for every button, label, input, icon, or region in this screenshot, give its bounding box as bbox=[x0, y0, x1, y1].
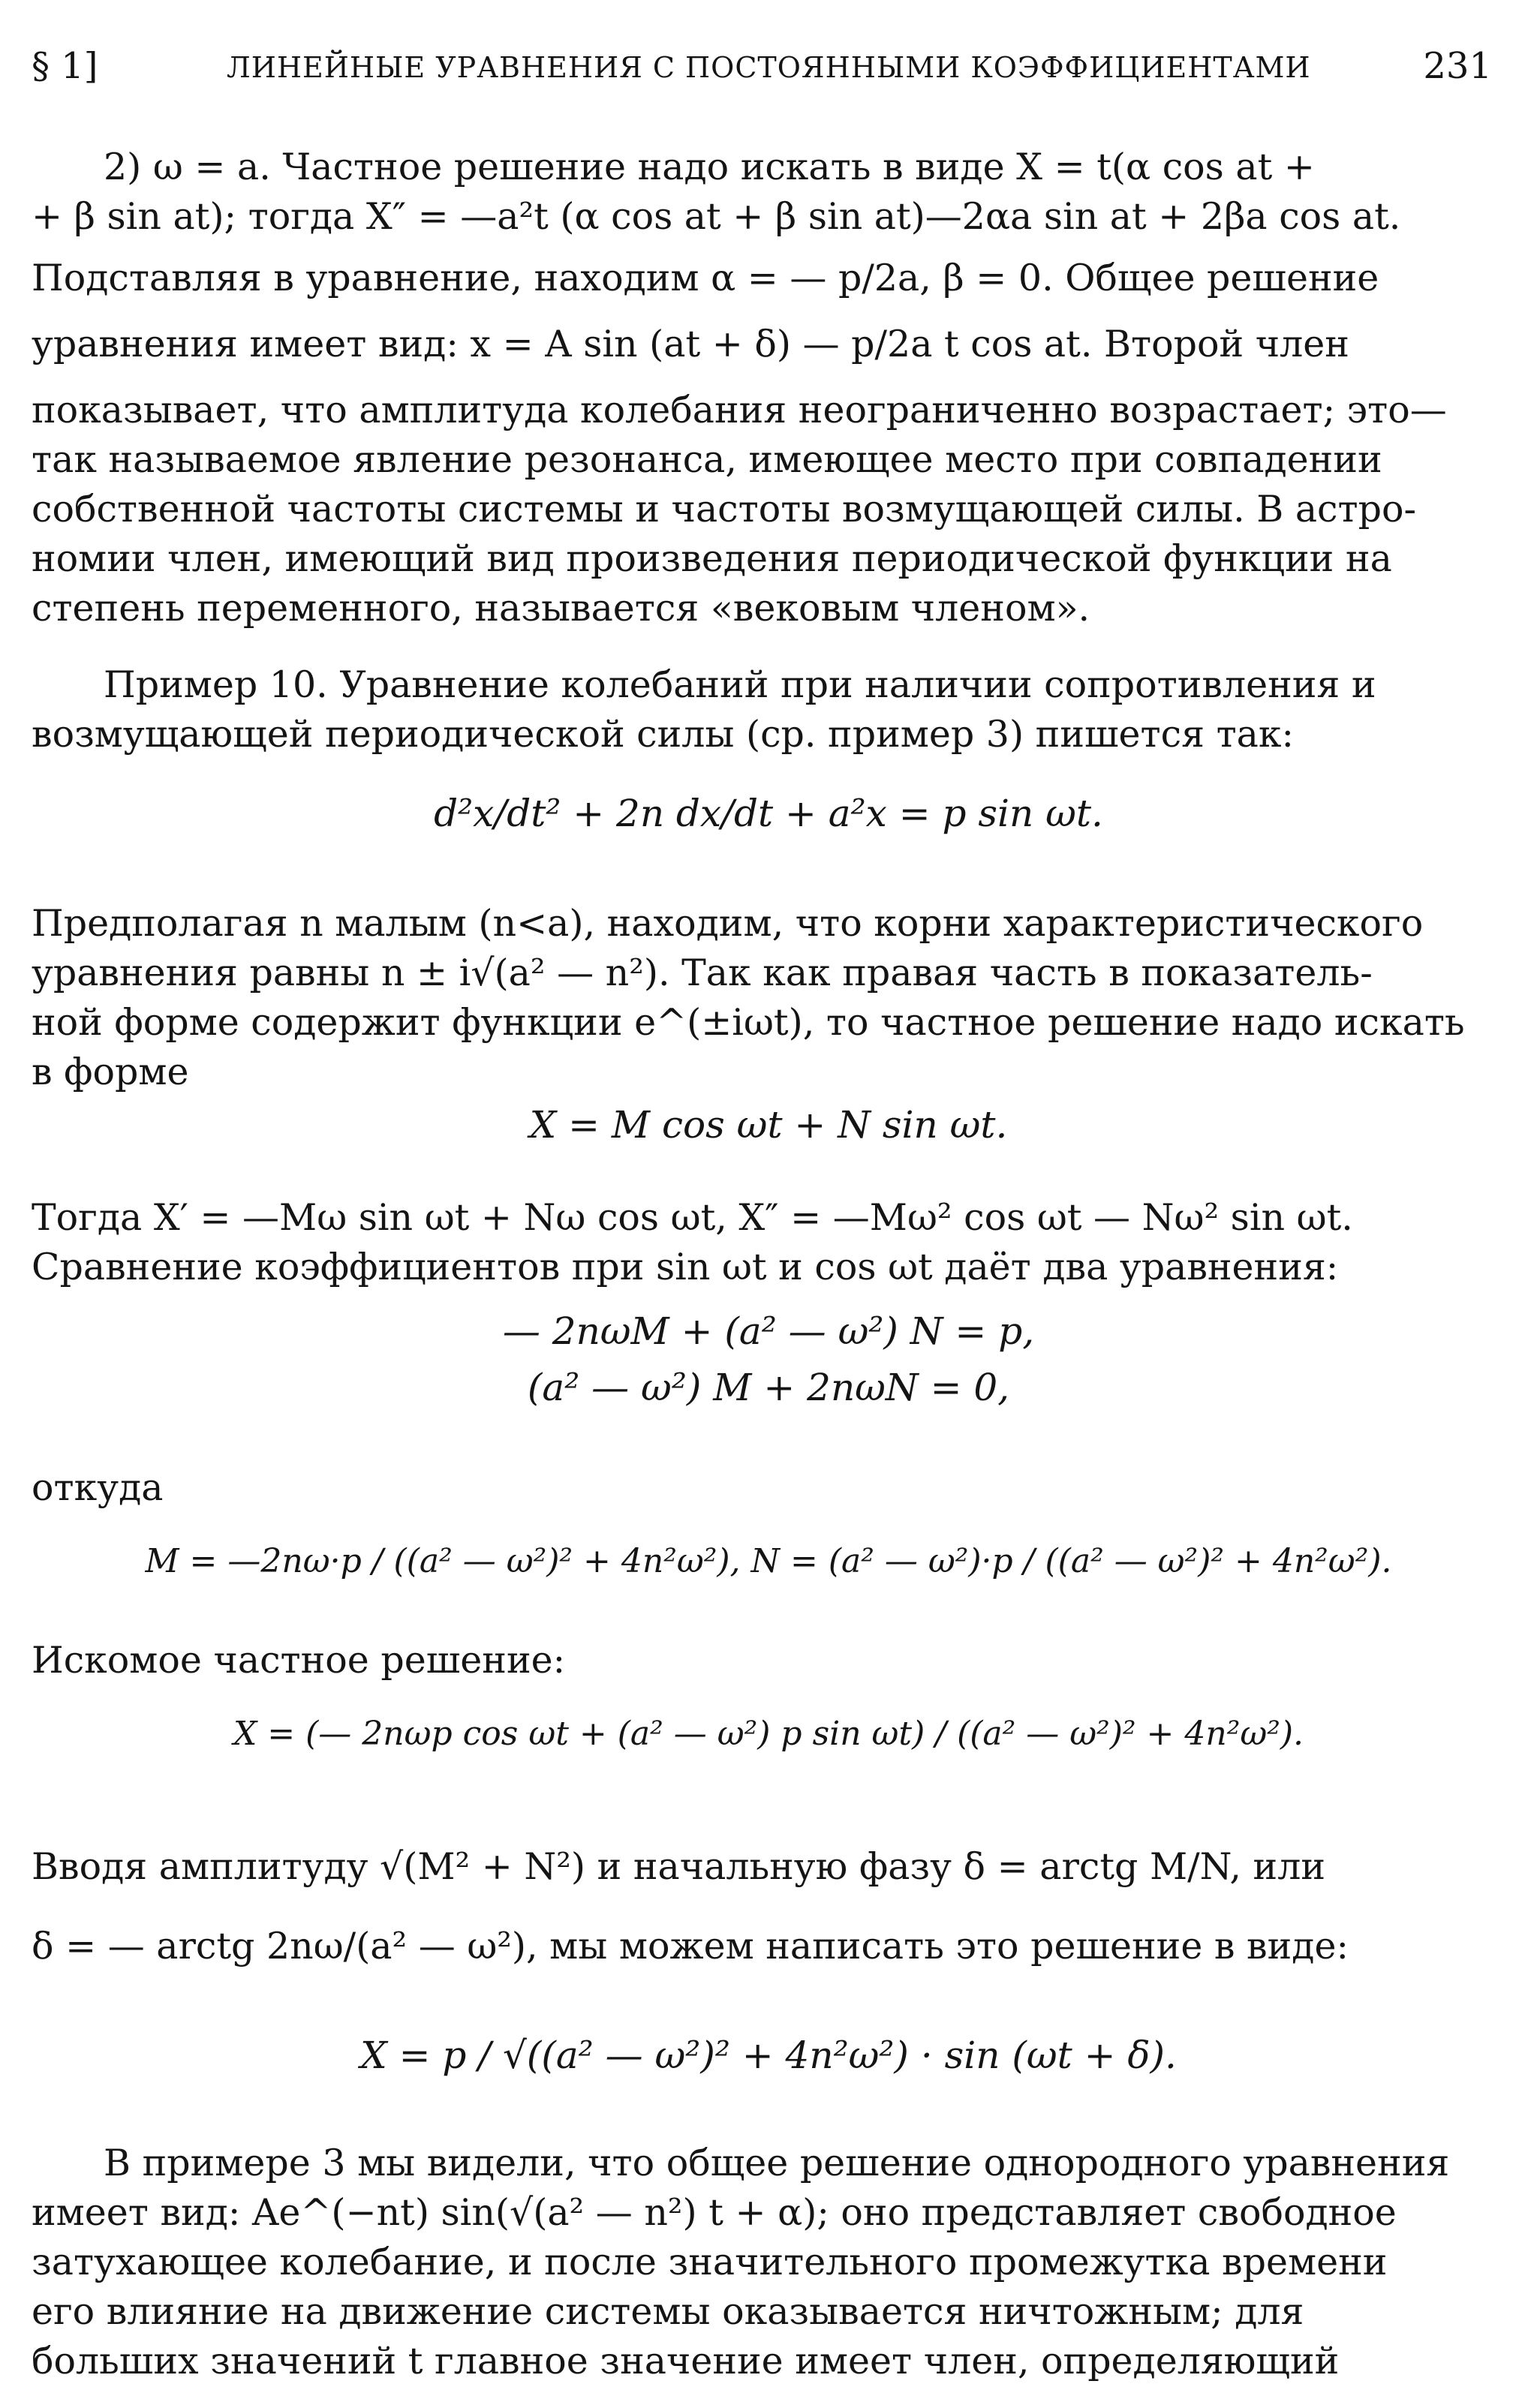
section-mark: § 1] bbox=[32, 45, 98, 87]
chapter-title: ЛИНЕЙНЫЕ УРАВНЕНИЯ С ПОСТОЯННЫМИ КОЭФФИЦИЕНТАМИ bbox=[227, 51, 1311, 84]
text-line: Сравнение коэффициентов при sin ωt и cos ωt даёт два уравнения: bbox=[32, 1246, 1339, 1288]
text-line: Искомое частное решение: bbox=[32, 1639, 566, 1682]
word-otkuda bbox=[32, 1463, 1487, 1513]
label-particular-solution bbox=[32, 1636, 1487, 1685]
text-line: имеет вид: Ae^(−nt) sin(√(a² — n²) t + α); оно представляет свободное bbox=[32, 2191, 1397, 2234]
text-line: 2) ω = a. Частное решение надо искать в виде X = t(α cos at + bbox=[104, 146, 1315, 188]
equation-system-1: — 2nωM + (a² — ω²) N = p, bbox=[502, 1309, 1035, 1353]
text-line: уравнения имеет вид: x = A sin (at + δ) — p/2a t cos at. Второй член bbox=[32, 323, 1349, 365]
text-line: В примере 3 мы видели, что общее решение однородного уравнения bbox=[104, 2142, 1450, 2184]
text-line: показывает, что амплитуда колебания неограниченно возрастает; это— bbox=[32, 389, 1447, 431]
paragraph-resonance bbox=[32, 143, 1487, 633]
paragraph-amplitude-phase bbox=[32, 1842, 1487, 1971]
paragraph-characteristic-roots bbox=[32, 899, 1487, 1097]
equation-m-n: M = —2nω·p / ((a² — ω²)² + 4n²ω²), N = (a² — ω²)·p / ((a² — ω²)² + 4n²ω²). bbox=[145, 1542, 1392, 1580]
text-line: Предполагая n малым (n<a), находим, что корни характеристического bbox=[32, 902, 1424, 945]
paragraph-derivatives bbox=[32, 1193, 1487, 1292]
text-line: откуда bbox=[32, 1466, 164, 1509]
equation-particular-form: X = M cos ωt + N sin ωt. bbox=[529, 1103, 1008, 1147]
equation-solution-amplitude: X = p / √((a² — ω²)² + 4n²ω²) · sin (ωt + δ). bbox=[360, 2034, 1177, 2077]
paragraph-damped-oscillation bbox=[32, 2139, 1487, 2386]
text-line: Тогда X′ = —Mω sin ωt + Nω cos ωt, X″ = —Mω² cos ωt — Nω² sin ωt. bbox=[32, 1196, 1353, 1239]
text-line: его влияние на движение системы оказывается ничтожным; для bbox=[32, 2290, 1304, 2333]
running-header bbox=[32, 45, 1492, 98]
text-line: затухающее колебание, и после значительного промежутка времени bbox=[32, 2241, 1388, 2283]
text-line: ной форме содержит функции e^(±iωt), то частное решение надо искать bbox=[32, 1001, 1465, 1044]
text-line: уравнения равны n ± i√(a² — n²). Так как правая часть в показатель- bbox=[32, 951, 1373, 994]
equation-solution-x: X = (— 2nωp cos ωt + (a² — ω²) p sin ωt) / ((a² — ω²)² + 4n²ω²). bbox=[233, 1715, 1304, 1753]
equation-oscillation: d²x/dt² + 2n dx/dt + a²x = p sin ωt. bbox=[434, 792, 1103, 835]
text-line: возмущающей периодической силы (ср. пример 3) пишется так: bbox=[32, 713, 1295, 756]
paragraph-example-10 bbox=[32, 660, 1487, 759]
text-line: Вводя амплитуду √(M² + N²) и начальную фазу δ = arctg M/N, или bbox=[32, 1845, 1325, 1888]
text-line: + β sin at); тогда X″ = —a²t (α cos at + β sin at)—2αa sin at + 2βa cos at. bbox=[32, 195, 1401, 238]
page-number: 231 bbox=[1423, 45, 1492, 87]
text-line: в форме bbox=[32, 1051, 189, 1093]
text-line: степень переменного, называется «вековым членом». bbox=[32, 587, 1090, 630]
text-line: так называемое явление резонанса, имеющее место при совпадении bbox=[32, 438, 1382, 481]
equation-system-2: (a² — ω²) M + 2nωN = 0, bbox=[527, 1366, 1010, 1409]
text-line: номии член, имеющий вид произведения периодической функции на bbox=[32, 537, 1392, 580]
text-line: больших значений t главное значение имеет член, определяющий bbox=[32, 2340, 1340, 2382]
text-line: собственной частоты системы и частоты возмущающей силы. В астро- bbox=[32, 488, 1417, 531]
text-line: Пример 10. Уравнение колебаний при наличии сопротивления и bbox=[104, 663, 1376, 706]
text-line: Подставляя в уравнение, находим α = — p/2a, β = 0. Общее решение bbox=[32, 257, 1379, 299]
text-line: δ = — arctg 2nω/(a² — ω²), мы можем написать это решение в виде: bbox=[32, 1925, 1349, 1968]
